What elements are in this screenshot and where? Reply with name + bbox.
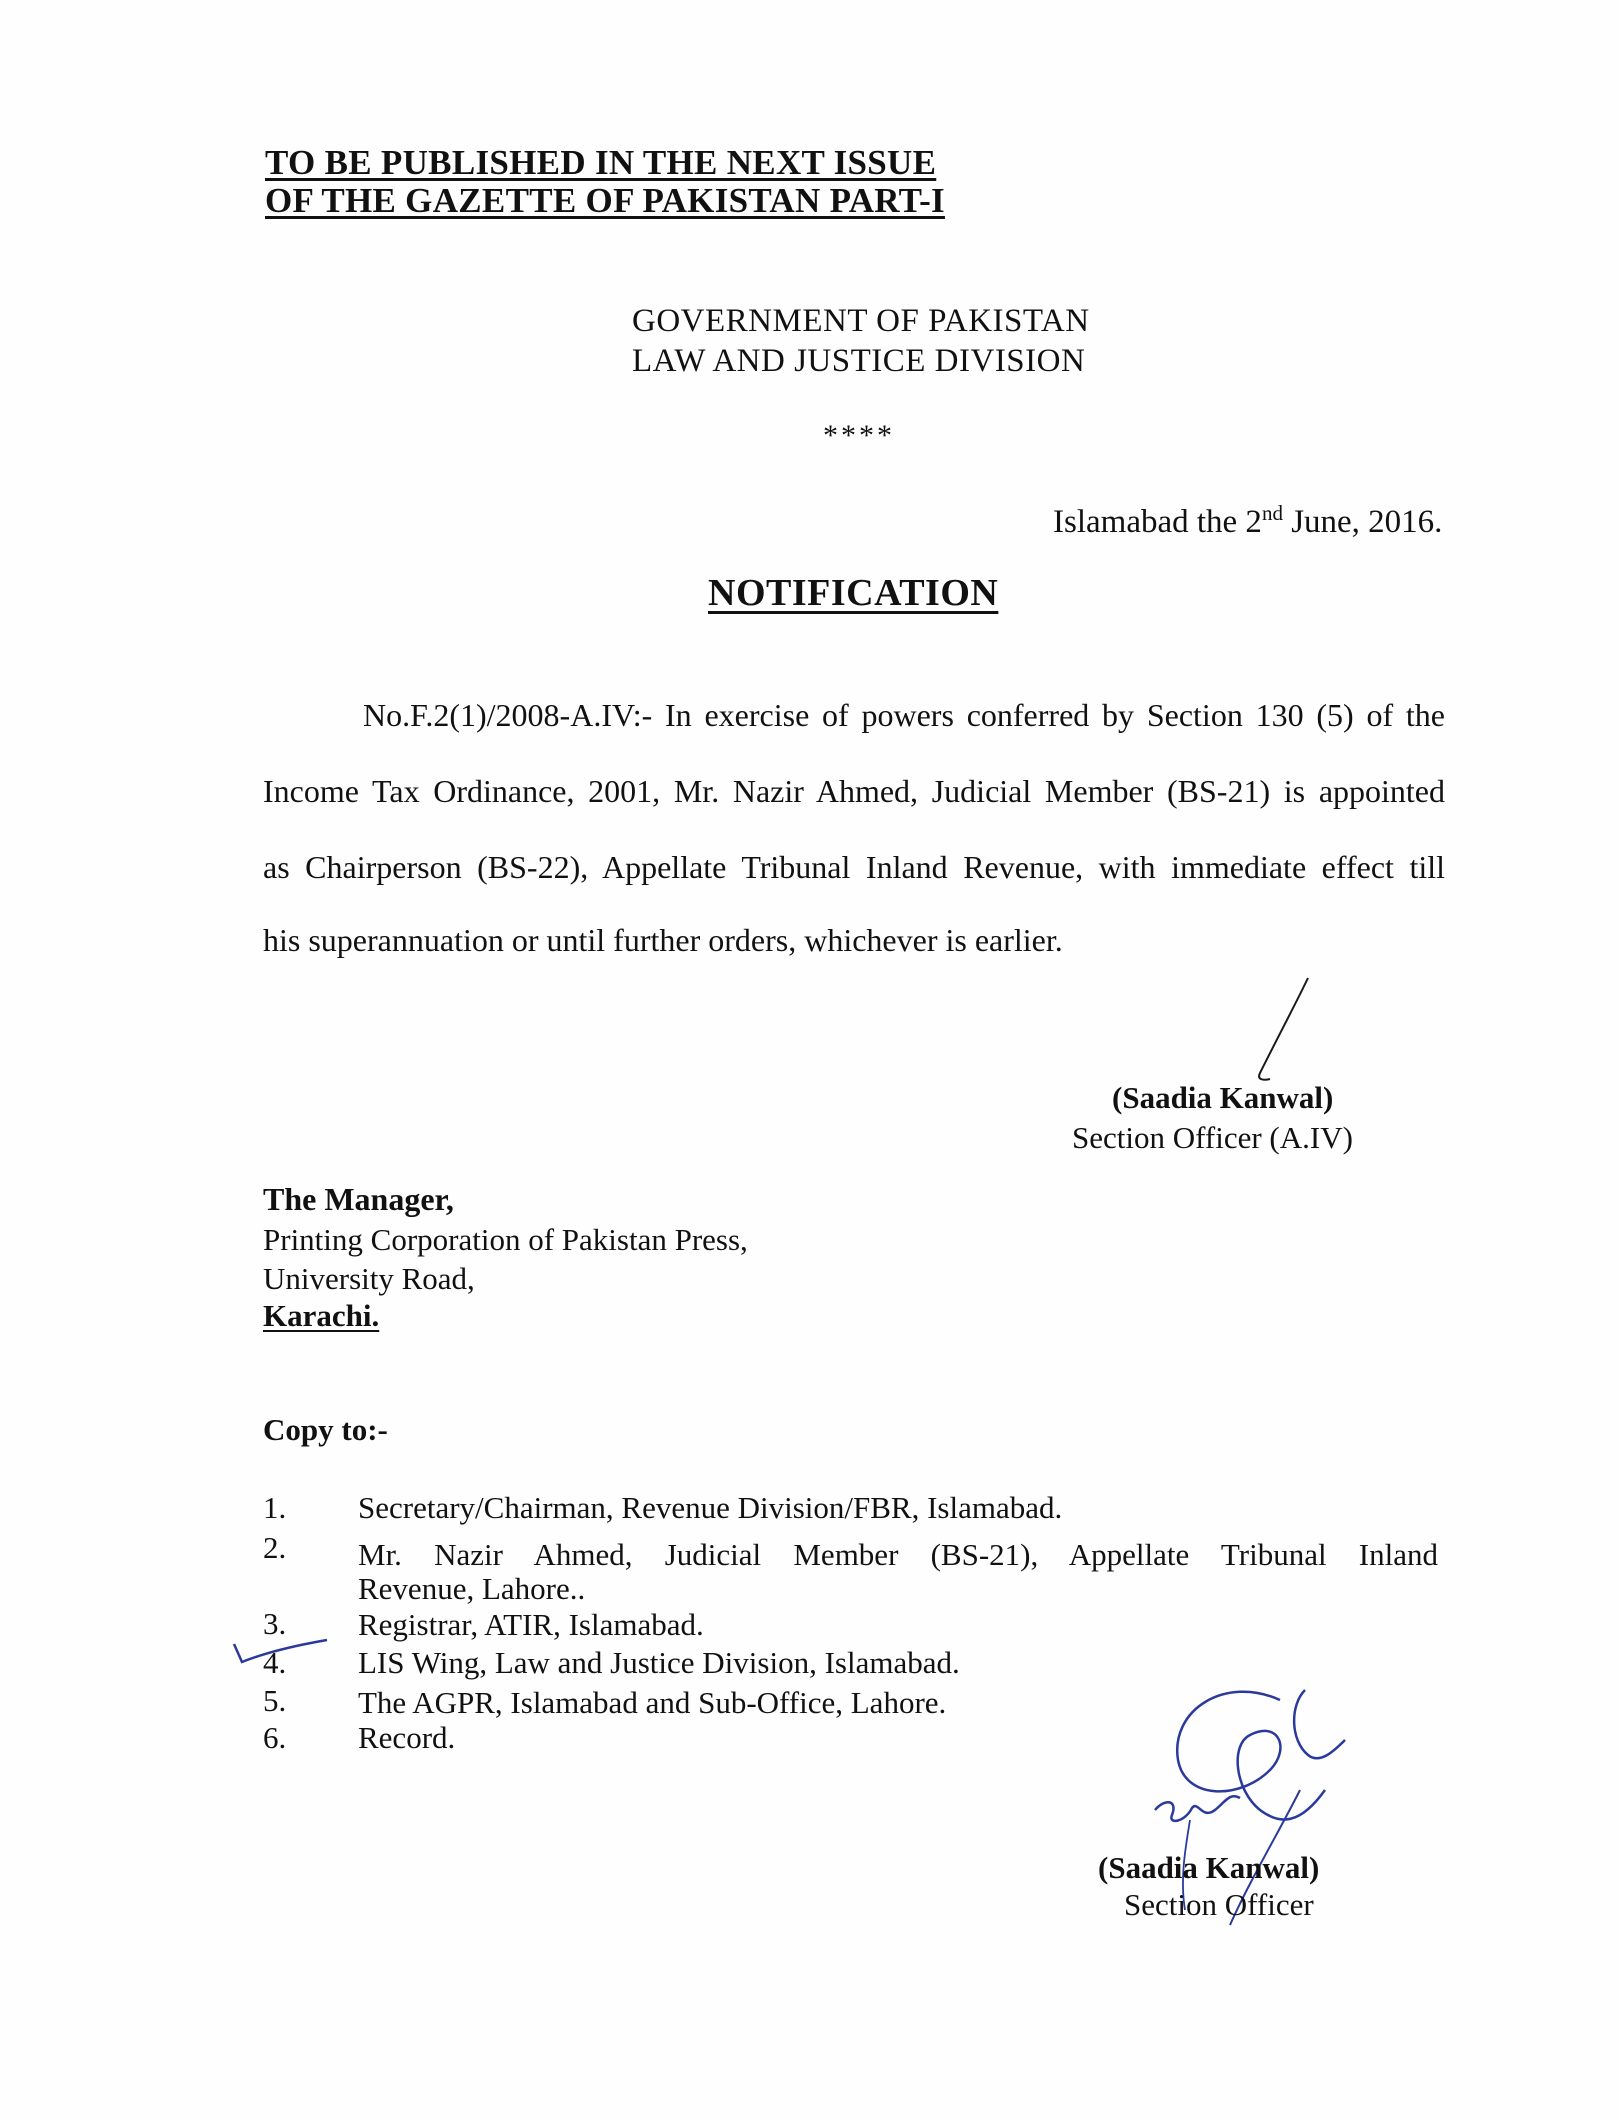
signature-name-2: (Saadia Kanwal) [1098, 1850, 1320, 1885]
signature-initial-1 [1240, 975, 1320, 1085]
publication-header-line-1: TO BE PUBLISHED IN THE NEXT ISSUE [265, 143, 937, 182]
copy-item-text: LIS Wing, Law and Justice Division, Islamabad. [358, 1645, 960, 1680]
date-rest: June, 2016. [1282, 504, 1443, 540]
addressee-line-1: Printing Corporation of Pakistan Press, [263, 1222, 748, 1257]
copy-item-text: Secretary/Chairman, Revenue Division/FBR, Islamabad. [358, 1490, 1063, 1525]
copy-item-text: Mr. Nazir Ahmed, Judicial Member (BS-21), Appellate Tribunal Inland [358, 1537, 1438, 1572]
body-line-3: as Chairperson (BS-22), Appellate Tribunal Inland Revenue, with immediate effect till [263, 849, 1445, 885]
copy-item-number: 5. [263, 1683, 287, 1718]
issue-date [1053, 501, 1442, 541]
addressee-line-2: University Road, [263, 1261, 475, 1296]
notification-title: NOTIFICATION [708, 572, 999, 614]
copy-item-number: 4. [263, 1645, 287, 1680]
signature-title-2: Section Officer [1124, 1887, 1314, 1922]
signature-name-1: (Saadia Kanwal) [1112, 1080, 1334, 1115]
separator-stars: **** [823, 419, 895, 452]
publication-header-line-2: OF THE GAZETTE OF PAKISTAN PART-I [265, 181, 945, 220]
copy-item-number: 2. [263, 1530, 287, 1565]
copy-item-text: The AGPR, Islamabad and Sub-Office, Lahore. [358, 1685, 947, 1720]
body-line-2: Income Tax Ordinance, 2001, Mr. Nazir Ahmed, Judicial Member (BS-21) is appointed [263, 773, 1445, 809]
date-prefix: Islamabad the 2 [1053, 504, 1262, 540]
addressee-city: Karachi. [263, 1298, 380, 1333]
checkmark-icon [232, 1632, 332, 1672]
signature-title-1: Section Officer (A.IV) [1072, 1120, 1353, 1155]
government-title: GOVERNMENT OF PAKISTAN [632, 303, 1090, 339]
copy-to-heading: Copy to:- [263, 1412, 388, 1447]
addressee-title: The Manager, [263, 1181, 454, 1217]
copy-item-number: 6. [263, 1720, 287, 1755]
copy-item-text: Record. [358, 1720, 456, 1755]
body-line-1: No.F.2(1)/2008-A.IV:- In exercise of powers conferred by Section 130 (5) of the [363, 697, 1445, 733]
copy-item-number: 1. [263, 1490, 287, 1525]
division-title: LAW AND JUSTICE DIVISION [632, 343, 1086, 379]
copy-item-text-continued: Revenue, Lahore.. [358, 1571, 586, 1606]
date-suffix: nd [1261, 501, 1283, 525]
body-line-4: his superannuation or until further orders, whichever is earlier. [263, 922, 1063, 958]
copy-item-number: 3. [263, 1606, 287, 1641]
copy-item-text: Registrar, ATIR, Islamabad. [358, 1607, 704, 1642]
